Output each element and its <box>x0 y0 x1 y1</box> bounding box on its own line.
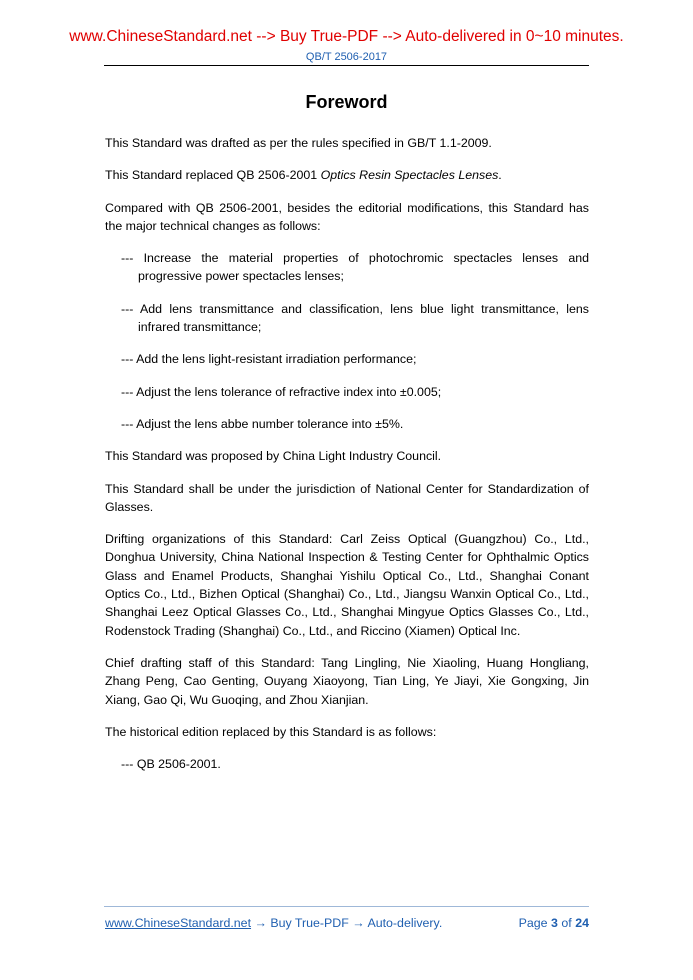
paragraph-drafting-rules: This Standard was drafted as per the rules specified in GB/T 1.1-2009. <box>105 136 492 150</box>
footer-divider <box>104 906 589 907</box>
footer-links <box>105 916 442 930</box>
page-label: Page <box>518 916 548 930</box>
paragraph-proposed-by: This Standard was proposed by China Light Industry Council. <box>105 449 442 464</box>
paragraph-drafting-organizations: Drifting organizations of this Standard: Carl Zeiss Optical (Guangzhou) Co., Ltd., Donghua University, China National Inspection & Testing Center for Ophthalmic Optics Glass and Enamel Products, Shanghai Yishilu Optical Co., Ltd., Shanghai Conant Optics Co., Ltd., Bizhen Optical (Shanghai) Co., Ltd., Jiangsu Wanxin Optical Co., Ltd., Shanghai Leez Optical Glasses Co., Ltd., Shanghai Mingyue Optics Glasses Co., Ltd., Rodenstock Trading (Shanghai) Co., Ltd., and Riccino (Xiamen) Optical Inc. <box>105 532 589 638</box>
replaced-title: Optics Resin Spectacles Lenses <box>320 168 499 183</box>
footer-site-link[interactable]: www.ChineseStandard.net <box>105 916 252 930</box>
header-divider <box>104 65 589 66</box>
page-number <box>519 916 589 930</box>
standard-code: QB/T 2506-2017 <box>305 51 388 63</box>
header-banner-link[interactable]: www.ChineseStandard.net --> Buy True-PDF --> Auto-delivered in 0~10 minutes. <box>69 28 624 45</box>
list-item: --- Add lens transmittance and classification, lens blue light transmittance, lens infrared transmittance; <box>121 301 589 335</box>
page-current: 3 <box>551 916 558 930</box>
paragraph-replaced-standard <box>105 166 589 184</box>
paragraph-changes-intro: Compared with QB 2506-2001, besides the editorial modifications, this Standard has the major technical changes as follows: <box>105 200 589 233</box>
footer-buy-link[interactable]: Buy True-PDF <box>270 916 349 930</box>
list-item: --- Adjust the lens abbe number tolerance into ±5%. <box>121 416 404 431</box>
paragraph-jurisdiction: This Standard shall be under the jurisdiction of National Center for Standardization of Glasses. <box>105 481 589 514</box>
list-item: --- QB 2506-2001. <box>121 757 221 772</box>
arrow-icon: → <box>352 916 365 930</box>
page-total: 24 <box>575 916 589 930</box>
paragraph-drafting-staff: Chief drafting staff of this Standard: Tang Lingling, Nie Xiaoling, Huang Hongliang, Zhang Peng, Cao Genting, Ouyang Xiaoyong, Tian Ling, Ye Jiayi, Xie Gongxing, Jin Xiang, Gao Qi, Wu Guoqing, and Zhou Xianjian. <box>105 655 589 707</box>
replaced-text: This Standard replaced QB 2506-2001 <box>105 168 321 183</box>
arrow-icon: → <box>254 916 267 930</box>
page-title: Foreword <box>305 92 388 112</box>
paragraph-historical-edition: The historical edition replaced by this Standard is as follows: <box>105 724 437 739</box>
list-item: --- Increase the material properties of photochromic spectacles lenses and progressive power spectacles lenses; <box>121 251 589 284</box>
page-of: of <box>561 916 572 930</box>
list-item: --- Add the lens light-resistant irradiation performance; <box>121 352 417 367</box>
footer-delivery-text: Auto-delivery. <box>367 916 443 930</box>
document-body <box>105 134 589 787</box>
replaced-end: . <box>498 168 502 183</box>
list-item: --- Adjust the lens tolerance of refractive index into ±0.005; <box>121 384 442 399</box>
